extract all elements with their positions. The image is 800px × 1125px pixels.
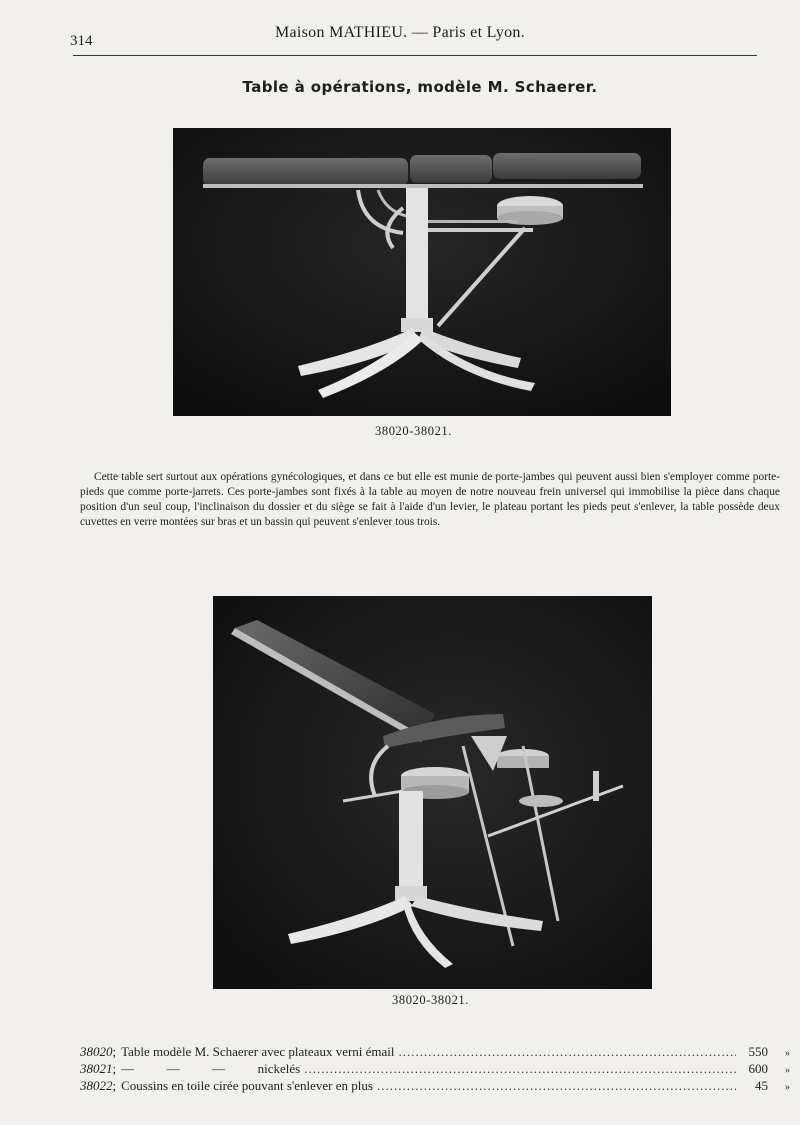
- item-price: 600: [748, 1061, 768, 1076]
- dot-leader: [304, 1060, 736, 1077]
- currency-mark: »: [785, 1048, 790, 1059]
- item-price: 45: [755, 1078, 768, 1093]
- dot-leader: [377, 1077, 736, 1094]
- page-title: Table à opérations, modèle M. Schaerer.: [242, 78, 598, 96]
- price-row: 38022 ; Coussins en toile cirée pouvant s'enlever en plus ..... 45 »: [80, 1077, 790, 1094]
- operating-table-inclined-photo: [213, 596, 652, 989]
- header-rule: [73, 55, 757, 56]
- item-description: Coussins en toile cirée pouvant s'enlever en plus: [121, 1078, 373, 1093]
- price-row: 38021 ; — — — nickelés ..... 600 »: [80, 1060, 790, 1077]
- dot-leader: [399, 1043, 736, 1060]
- running-head: Maison MATHIEU. — Paris et Lyon.: [274, 24, 526, 41]
- figure-caption-1: 38020-38021.: [375, 424, 452, 438]
- price-row: 38020 ; Table modèle M. Schaerer avec plateaux verni émail ..... 550 »: [80, 1043, 790, 1060]
- page-number: 314: [70, 33, 93, 49]
- item-reference: 38020: [80, 1044, 113, 1059]
- currency-mark: »: [785, 1082, 790, 1093]
- operating-table-flat-photo: [173, 128, 671, 416]
- item-description: — — — nickelés: [121, 1061, 301, 1076]
- item-reference: 38021: [80, 1061, 113, 1076]
- description-paragraph: Cette table sert surtout aux opérations gynécologiques, et dans ce but elle est munie de porte-jambes qui peuvent aussi bien s'employer comme porte-pieds que comme porte-jarrets. Ces porte-jambes sont fixés à la table au moyen de notre nouveau frein universel qui immobilise la pièce dans chaque position d'un seul coup, l'inclinaison du dossier et du siège se fait à l'aide d'un levier, le plateau portant les pieds peut s'enlever, la table possède deux cuvettes en verre montées sur bras et un bassin qui peuvent s'enlever tous trois.: [80, 471, 780, 528]
- item-price: 550: [748, 1044, 768, 1059]
- currency-mark: »: [785, 1065, 790, 1076]
- figure-caption-2: 38020-38021.: [392, 993, 469, 1007]
- item-reference: 38022: [80, 1078, 113, 1093]
- price-list: [80, 1043, 790, 1094]
- item-description: Table modèle M. Schaerer avec plateaux verni émail: [121, 1044, 395, 1059]
